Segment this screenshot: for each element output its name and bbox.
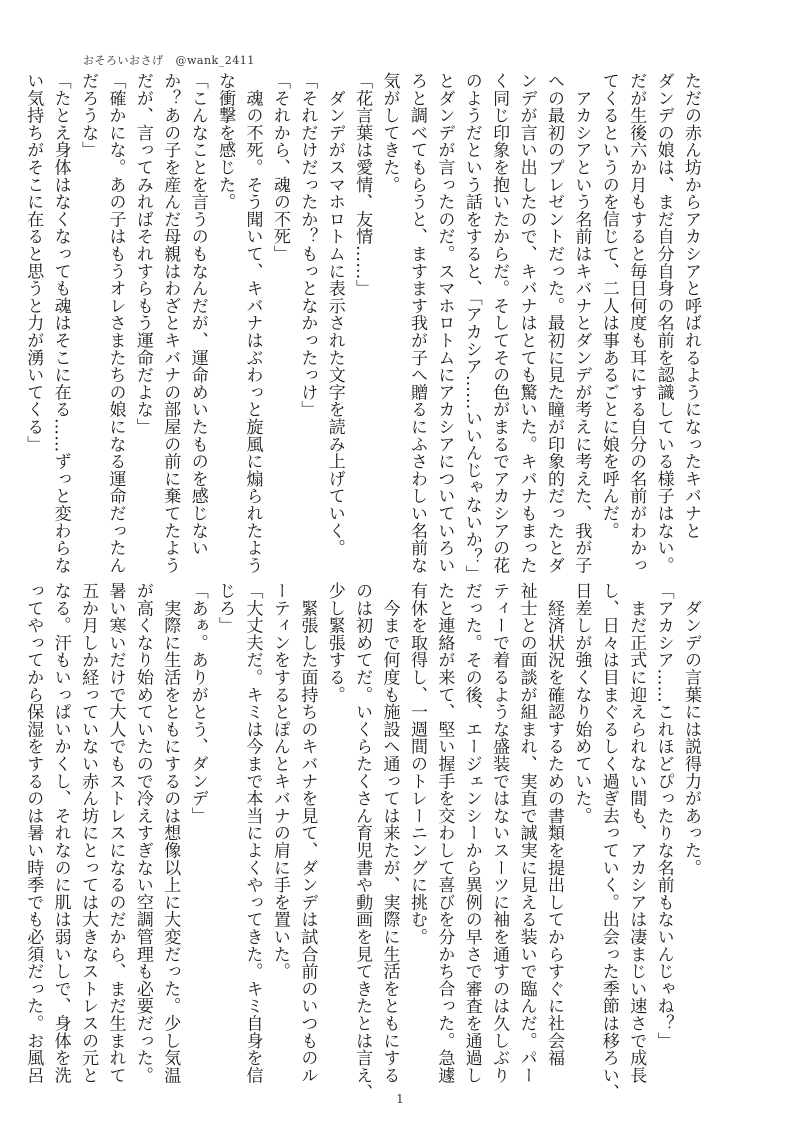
bottom-block-line: まだ正式に迎えられない間も、アカシアは凄まじい速さで成長 xyxy=(626,582,647,1084)
top-block-line: ンデが言い出したので、キバナはとても驚いた。キバナもまった xyxy=(516,72,537,574)
bottom-block-line: 実際に生活をともにするのは想像以上に大変だった。少し気温 xyxy=(160,582,181,1084)
bottom-block-line: 祉士との面談が組まれ、実直で誠実に見える装いで臨んだ。パー xyxy=(516,582,537,1084)
bottom-block-line: 今まで何度も施設へ通っては来たが、実際に生活をともにする xyxy=(379,582,400,1084)
bottom-block-line: し、日々は目まぐるしく過ぎ去っていく。出会った季節は移ろい、 xyxy=(598,582,619,1101)
text-block-top xyxy=(23,72,704,583)
top-block-line: 「それから、魂の不死」 xyxy=(269,72,290,263)
text-block-bottom xyxy=(23,582,704,1101)
header-author: @wank_2411 xyxy=(175,54,255,67)
bottom-block-line: だった。その後、エージェンシーから異例の早さで審査を通過し xyxy=(461,582,482,1084)
bottom-block-line: のは初めてだ。いくらたくさん育児書や動画を見てきたとは言え、 xyxy=(352,582,373,1101)
top-block-line: ろと調べてもらうと、ますます我が子へ贈るにふさわしい名前な xyxy=(406,72,427,574)
top-block-line: だが、言ってみればそれすらもう運命だよな」 xyxy=(132,72,153,436)
bottom-block-line: 「あぁ。ありがとう、ダンデ」 xyxy=(187,582,208,825)
top-block-line: な衝撃を感じた。 xyxy=(215,72,236,211)
bottom-block-line: ダンデの言葉には説得力があった。 xyxy=(681,582,701,877)
top-block-line: 魂の不死。そう聞いて、キバナはぶわっと旋風に煽られたよう xyxy=(242,72,263,574)
top-block-line: か？あの子を産んだ母親はわざとキバナの部屋の前に棄てたよう xyxy=(160,72,181,574)
header-title: おそろいおさげ xyxy=(83,54,164,67)
top-block-line: 気がしてきた。 xyxy=(379,72,400,194)
bottom-block-line: たと連絡が来て、堅い握手を交わして喜びを分かち合った。急遽 xyxy=(434,582,455,1084)
top-block-line: への最初のプレゼントだった。最初に見た瞳が印象的だったとダ xyxy=(543,72,564,574)
top-block-line: 「それだけだったか？もっとなかったっけ」 xyxy=(297,72,318,418)
bottom-block-line: なる。汗もいっぱいかくし、それなのに肌は弱いしで、身体を洗 xyxy=(50,582,71,1084)
top-block-line: のようだという話をすると、「アカシア……いいんじゃないか？」 xyxy=(461,72,482,583)
running-header xyxy=(83,52,255,68)
top-block-line: 「確かにな。あの子はもうオレさまたちの娘になる運命だったん xyxy=(105,72,126,574)
top-block-line: てくるというのを信じて、二人は事あるごとに娘を呼んだ。 xyxy=(598,72,619,540)
page-number: 1 xyxy=(396,1092,404,1106)
top-block-line: 「花言葉は愛情、友情……」 xyxy=(352,72,373,297)
bottom-block-line: 「アカシア……これほどぴったりな名前もないんじゃね？」 xyxy=(653,582,674,1050)
bottom-block-line: 有休を取得し、一週間のトレーニングに挑む。 xyxy=(406,582,427,946)
bottom-block-line: 日差しが強くなり始めていた。 xyxy=(571,582,592,825)
bottom-block-line: 五か月しか経っていない赤ん坊にとっては大きなストレスの元と xyxy=(78,582,99,1084)
top-block-line: く同じ印象を抱いたからだ。そしてその色がまるでアカシアの花 xyxy=(489,72,510,574)
top-block-line: ただの赤ん坊からアカシアと呼ばれるようになったキバナと xyxy=(681,72,701,540)
bottom-block-line: 暑い寒いだけで大人でもストレスになるのだから、まだ生まれて xyxy=(105,582,126,1084)
top-block-line: だが生後六か月もすると毎日何度も耳にする自分の名前がわかっ xyxy=(626,72,647,574)
top-block-line: 「こんなことを言うのもなんだが、運命めいたものを感じない xyxy=(187,72,208,557)
bottom-block-line: ティーで着るような盛装ではないスーツに袖を通すのは久しぶり xyxy=(489,582,510,1084)
top-block-line: だろうな」 xyxy=(78,72,99,159)
top-block-line: ダンデがスマホロトムに表示された文字を読み上げていく。 xyxy=(324,72,345,557)
bottom-block-line: ってやってから保湿をするのは暑い時季でも必須だった。お風呂 xyxy=(23,582,44,1084)
top-block-line: ダンデの娘は、まだ自分自身の名前を認識している様子はない。 xyxy=(653,72,674,574)
top-block-line: い気持ちがそこに在ると思うと力が湧いてくる」 xyxy=(23,72,44,453)
bottom-block-line: 少し緊張する。 xyxy=(324,582,345,704)
top-block-line: アカシアという名前はキバナとダンデが考えに考えた、我が子 xyxy=(571,72,592,574)
bottom-block-line: 経済状況を確認するための書類を提出してからすぐに社会福 xyxy=(543,582,564,1067)
bottom-block-line: 「大丈夫だ。キミは今まで本当によくやってきた。キミ自身を信 xyxy=(242,582,263,1084)
top-block-line: 「たとえ身体はなくなっても魂はそこに在る……ずっと変わらな xyxy=(50,72,71,574)
bottom-block-line: ーティンをするとぽんとキバナの肩に手を置いた。 xyxy=(269,582,290,980)
bottom-block-line: が高くなり始めていたので冷えすぎない空調管理も必要だった。 xyxy=(132,582,153,1084)
bottom-block-line: じろ」 xyxy=(215,582,236,634)
bottom-block-line: 緊張した面持ちのキバナを見て、ダンデは試合前のいつものル xyxy=(297,582,318,1084)
top-block-line: とダンデが言ったのだ。スマホロトムにアカシアについていろい xyxy=(434,72,455,574)
